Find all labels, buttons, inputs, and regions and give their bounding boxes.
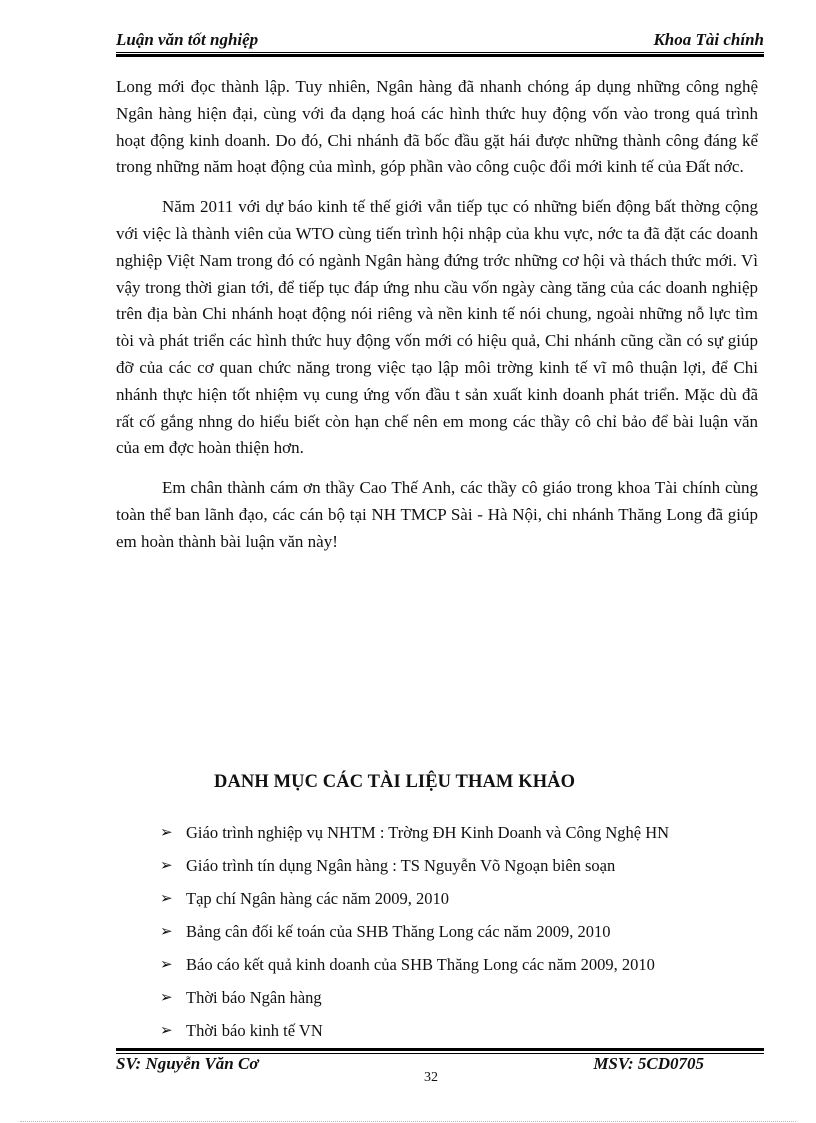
reference-text: Bảng cân đối kế toán của SHB Thăng Long các năm 2009, 2010 [186, 922, 611, 941]
body-text [116, 74, 758, 556]
header-divider [116, 54, 764, 57]
paragraph-1: Long mới đọc thành lập. Tuy nhiên, Ngân hàng đã nhanh chóng áp dụng những công nghệ Ngân hàng hiện đại, cùng với đa dạng hoá các hình thức huy động vốn vào trong quá trình hoạt động kinh doanh. Do đó, Chi nhánh đã bốc đầu gặt hái được những thành công đáng kể trong những năm hoạt động của mình, góp phần vào công cuộc đổi mới kinh tế của Đất nớc. [116, 77, 758, 177]
arrow-bullet-icon: ➢ [160, 924, 173, 940]
reference-item [160, 823, 760, 856]
footer-student-id: MSV: 5CD0705 [593, 1054, 704, 1073]
references-title: DANH MỤC CÁC TÀI LIỆU THAM KHẢO [214, 772, 576, 792]
header-faculty-label: Khoa Tài chính [653, 30, 764, 49]
arrow-bullet-icon: ➢ [160, 1023, 173, 1039]
reference-text: Báo cáo kết quả kinh doanh của SHB Thăng Long các năm 2009, 2010 [186, 955, 655, 974]
reference-item [160, 955, 760, 988]
reference-text: Thời báo Ngân hàng [186, 988, 322, 1007]
references-list [160, 823, 760, 1054]
arrow-bullet-icon: ➢ [160, 858, 173, 874]
reference-item [160, 889, 760, 922]
reference-item [160, 988, 760, 1021]
reference-item [160, 856, 760, 889]
arrow-bullet-icon: ➢ [160, 990, 173, 1006]
arrow-bullet-icon: ➢ [160, 825, 173, 841]
page-bottom-border [20, 1121, 796, 1122]
page-header [116, 30, 764, 53]
reference-text: Giáo trình nghiệp vụ NHTM : Trờng ĐH Kinh Doanh và Công Nghệ HN [186, 823, 670, 842]
reference-text: Thời báo kinh tế VN [186, 1021, 323, 1040]
header-thesis-label: Luận văn tốt nghiệp [116, 30, 259, 49]
paragraph-3: Em chân thành cám ơn thầy Cao Thế Anh, các thầy cô giáo trong khoa Tài chính cùng toàn thể ban lãnh đạo, các cán bộ tại NH TMCP Sài - Hà Nội, chi nhánh Thăng Long đã giúp em hoàn thành bài luận văn này! [116, 478, 758, 551]
arrow-bullet-icon: ➢ [160, 957, 173, 973]
reference-text: Giáo trình tín dụng Ngân hàng : TS Nguyễn Võ Ngoạn biên soạn [186, 856, 616, 875]
page-number: 32 [424, 1070, 438, 1085]
paragraph-2: Năm 2011 với dự báo kinh tế thế giới vẫn tiếp tục có những biến động bất thờng cộng với việc là thành viên của WTO cùng tiến trình hội nhập của khu vực, nớc ta đã đặt các doanh nghiệp Việt Nam trong đó có ngành Ngân hàng đứng trớc những cơ hội và thách thức mới. Vì vậy trong thời gian tới, để tiếp tục đáp ứng nhu cầu vốn ngày càng tăng của các doanh nghiệp trên địa bàn Chi nhánh hoạt động nói riêng và nền kinh tế nói chung, ngoài những nỗ lực tìm tòi và phát triển các hình thức huy động vốn mới có hiệu quả, Chi nhánh cũng cần có sự giúp đỡ của các cơ quan chức năng trong việc tạo lập môi trờng kinh tế vĩ mô thuận lợi, để Chi nhánh thực hiện tốt nhiệm vụ cung ứng vốn đầu t sản xuất kinh doanh phát triển. Mặc dù đã rất cố gắng nhng do hiểu biết còn hạn chế nên em mong các thầy cô chỉ bảo để bài luận văn của em đợc hoàn thiện hơn. [116, 197, 758, 458]
page-footer [116, 1054, 764, 1074]
footer-student-name: SV: Nguyễn Văn Cơ [116, 1054, 259, 1073]
reference-text: Tạp chí Ngân hàng các năm 2009, 2010 [186, 889, 450, 908]
footer-divider [116, 1048, 764, 1051]
reference-item [160, 922, 760, 955]
arrow-bullet-icon: ➢ [160, 891, 173, 907]
